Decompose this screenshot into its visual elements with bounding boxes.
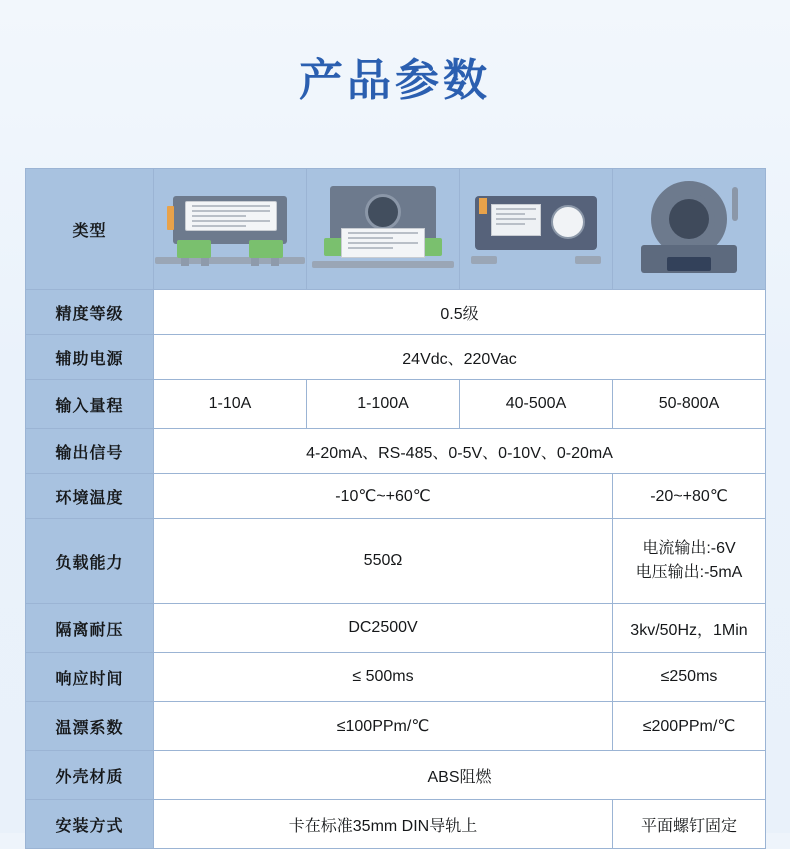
row-label-ambient-temp: 环境温度 [26, 474, 154, 519]
table-row [26, 474, 766, 519]
product-image-din-rail-transmitter [154, 169, 307, 290]
product-image-split-core-round-hole [307, 169, 460, 290]
row-label-load-capability: 负载能力 [26, 519, 154, 604]
row-value-response-time-alt: ≤250ms [613, 653, 766, 702]
split-core-round-hole-icon [308, 186, 458, 272]
load-current-output: 电流输出:-6V [642, 540, 736, 557]
row-value-input-range-1: 1-10A [154, 380, 307, 429]
load-voltage-output: 电压输出:-5mA [635, 564, 743, 581]
row-value-input-range-3: 40-500A [460, 380, 613, 429]
table-row [26, 290, 766, 335]
row-value-temp-drift-alt: ≤200PPm/℃ [613, 702, 766, 751]
row-value-input-range-2: 1-100A [307, 380, 460, 429]
row-label-mounting: 安装方式 [26, 800, 154, 849]
spec-table-container [25, 168, 765, 849]
row-value-output-signal: 4-20mA、RS-485、0-5V、0-10V、0-20mA [154, 429, 766, 474]
row-label-temp-drift: 温漂系数 [26, 702, 154, 751]
table-row [26, 653, 766, 702]
table-row [26, 169, 766, 290]
row-value-housing-material: ABS阻燃 [154, 751, 766, 800]
table-row [26, 380, 766, 429]
row-label-response-time: 响应时间 [26, 653, 154, 702]
product-image-round-core-clamp [613, 169, 766, 290]
row-label-aux-power: 辅助电源 [26, 335, 154, 380]
row-label-accuracy: 精度等级 [26, 290, 154, 335]
table-row [26, 429, 766, 474]
row-label-input-range: 输入量程 [26, 380, 154, 429]
row-value-aux-power: 24Vdc、220Vac [154, 335, 766, 380]
spec-table [25, 168, 766, 849]
row-value-accuracy: 0.5级 [154, 290, 766, 335]
row-value-mounting-alt: 平面螺钉固定 [613, 800, 766, 849]
row-value-temp-drift-main: ≤100PPm/℃ [154, 702, 613, 751]
round-core-clamp-icon [624, 179, 754, 279]
row-value-input-range-4: 50-800A [613, 380, 766, 429]
row-value-mounting-main: 卡在标准35mm DIN导轨上 [154, 800, 613, 849]
table-row [26, 335, 766, 380]
row-value-isolation-main: DC2500V [154, 604, 613, 653]
table-row [26, 519, 766, 604]
row-label-isolation: 隔离耐压 [26, 604, 154, 653]
row-label-output-signal: 输出信号 [26, 429, 154, 474]
row-value-response-time-main: ≤ 500ms [154, 653, 613, 702]
row-label-type: 类型 [26, 169, 154, 290]
din-rail-transmitter-icon [155, 190, 305, 268]
row-value-ambient-temp-alt: -20~+80℃ [613, 474, 766, 519]
table-row [26, 751, 766, 800]
table-row [26, 800, 766, 849]
row-value-ambient-temp-main: -10℃~+60℃ [154, 474, 613, 519]
block-round-hole-icon [461, 192, 611, 266]
row-value-load-capability-alt [613, 519, 766, 604]
table-row [26, 702, 766, 751]
row-value-load-capability-main: 550Ω [154, 519, 613, 604]
row-label-housing-material: 外壳材质 [26, 751, 154, 800]
row-value-isolation-alt: 3kv/50Hz，1Min [613, 604, 766, 653]
page-title: 产品参数 [299, 55, 491, 106]
product-image-block-round-hole [460, 169, 613, 290]
table-row [26, 604, 766, 653]
